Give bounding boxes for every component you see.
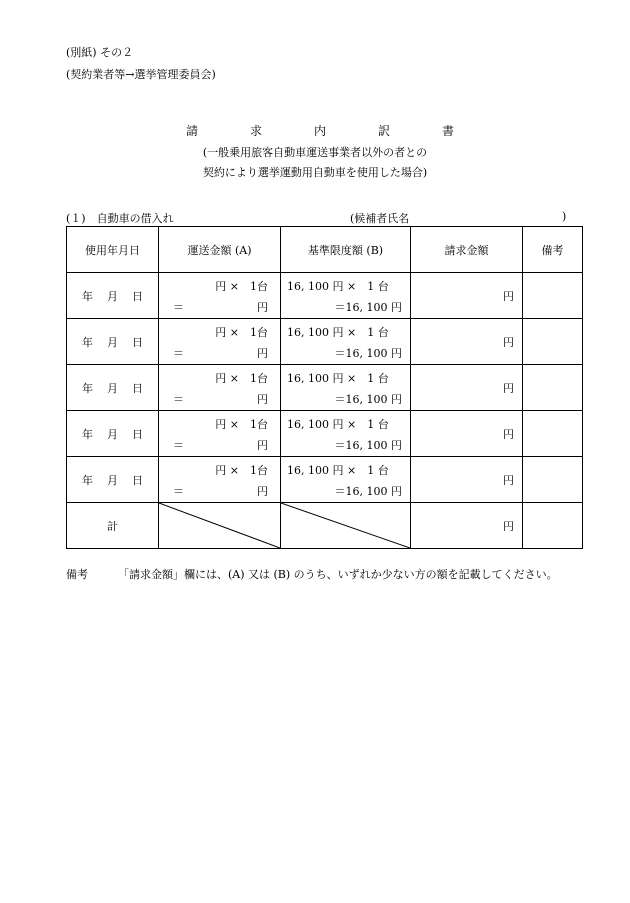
diagonal-line [281,503,410,548]
standard-result: ＝16, 100 円 [334,347,402,360]
standard-calc: 16, 100 円 × 1 台 [287,418,389,431]
equals-sign: ＝ [173,439,184,452]
remarks-cell [523,319,583,365]
total-claim-amount-cell: 円 [411,503,523,549]
claim-breakdown-table [66,226,583,549]
remarks-cell [523,457,583,503]
year-label: 年 [82,335,93,349]
section-label: (１) 自動車の借入れ [66,212,174,225]
header-remarks: 備考 [523,227,583,273]
table-row [67,319,583,365]
transport-amount-cell [159,365,281,411]
transport-amount-cell [159,411,281,457]
year-label: 年 [82,289,93,303]
diagonal-blank-cell [281,503,411,549]
remarks-label: 備考 [66,568,88,581]
standard-result: ＝16, 100 円 [334,393,402,406]
equals-sign: ＝ [173,347,184,360]
remarks-cell [523,365,583,411]
day-label: 日 [132,427,143,441]
header-attachment-label: (別紙) その２ [66,46,134,59]
total-label: 計 [67,503,159,549]
claim-amount-cell: 円 [411,457,523,503]
header-claim-amount: 請求金額 [411,227,523,273]
standard-limit-cell [281,319,411,365]
title-char: 内 [313,124,326,138]
claim-amount-cell: 円 [411,365,523,411]
standard-calc: 16, 100 円 × 1 台 [287,326,389,339]
remarks-cell [523,273,583,319]
standard-limit-cell [281,411,411,457]
remarks-cell [523,503,583,549]
table-header-row [67,227,583,273]
equals-sign: ＝ [173,301,184,314]
transport-amount-cell [159,273,281,319]
month-label: 月 [107,335,118,349]
header-standard-limit: 基準限度額 (B) [281,227,411,273]
standard-result: ＝16, 100 円 [334,439,402,452]
standard-limit-cell [281,365,411,411]
yen-unit: 円 [257,301,268,314]
transport-calc: 円 × 1台 [215,280,268,293]
table-total-row [67,503,583,549]
table-row [67,457,583,503]
candidate-name-label: (候補者氏名 [350,212,410,225]
usage-date-cell [67,319,159,365]
remarks-cell [523,411,583,457]
standard-result: ＝16, 100 円 [334,485,402,498]
day-label: 日 [132,473,143,487]
transport-calc: 円 × 1台 [215,326,268,339]
table-row [67,273,583,319]
title-char: 求 [249,124,262,138]
header-usage-date: 使用年月日 [67,227,159,273]
standard-calc: 16, 100 円 × 1 台 [287,372,389,385]
yen-unit: 円 [257,393,268,406]
claim-amount-cell: 円 [411,273,523,319]
standard-calc: 16, 100 円 × 1 台 [287,464,389,477]
table-row [67,411,583,457]
month-label: 月 [107,289,118,303]
title-char: 請 [186,124,199,138]
month-label: 月 [107,427,118,441]
equals-sign: ＝ [173,485,184,498]
remarks-note: 「請求金額」欄には、(A) 又は (B) のうち、いずれか少ない方の額を記載してください。 [118,568,558,581]
usage-date-cell [67,273,159,319]
transport-amount-cell [159,457,281,503]
month-label: 月 [107,381,118,395]
claim-amount-cell: 円 [411,411,523,457]
header-transport-amount: 運送金額 (A) [159,227,281,273]
diagonal-line [159,503,280,548]
yen-unit: 円 [257,347,268,360]
yen-unit: 円 [257,439,268,452]
title-char: 書 [441,124,454,138]
standard-calc: 16, 100 円 × 1 台 [287,280,389,293]
transport-calc: 円 × 1台 [215,418,268,431]
standard-limit-cell [281,457,411,503]
year-label: 年 [82,473,93,487]
day-label: 日 [132,381,143,395]
table-row [67,365,583,411]
year-label: 年 [82,381,93,395]
year-label: 年 [82,427,93,441]
subtitle-line2: 契約により選挙運動用自動車を使用した場合) [202,166,428,179]
month-label: 月 [107,473,118,487]
usage-date-cell [67,457,159,503]
transport-calc: 円 × 1台 [215,372,268,385]
candidate-name-close: ) [562,210,567,223]
yen-unit: 円 [257,485,268,498]
subtitle-line1: (一般乗用旅客自動車運送事業者以外の者との [202,146,428,159]
title-char: 訳 [377,124,390,138]
document-title [186,122,454,139]
diagonal-blank-cell [159,503,281,549]
equals-sign: ＝ [173,393,184,406]
transport-amount-cell [159,319,281,365]
usage-date-cell [67,365,159,411]
usage-date-cell [67,411,159,457]
standard-result: ＝16, 100 円 [334,301,402,314]
day-label: 日 [132,289,143,303]
transport-calc: 円 × 1台 [215,464,268,477]
standard-limit-cell [281,273,411,319]
day-label: 日 [132,335,143,349]
claim-amount-cell: 円 [411,319,523,365]
header-routing-label: (契約業者等→選挙管理委員会) [66,68,216,81]
